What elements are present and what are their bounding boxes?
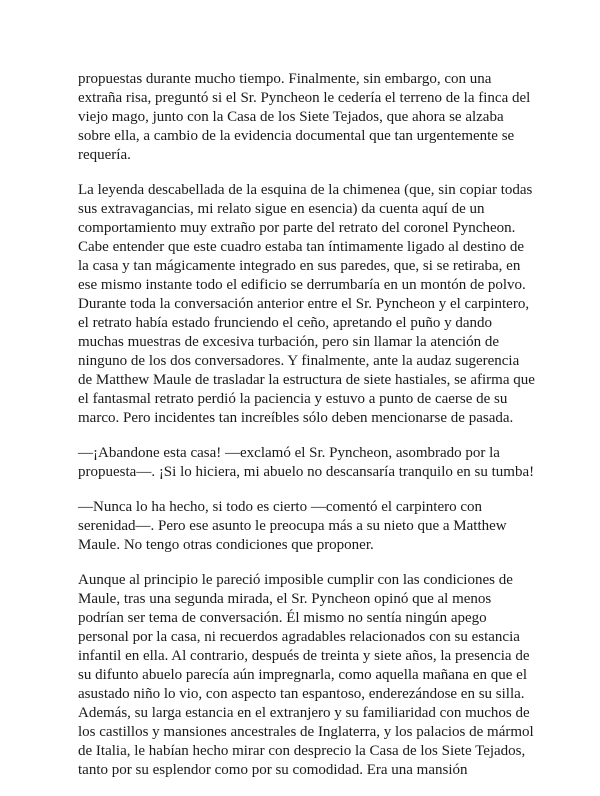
text-line: muchas muestras de excesiva turbación, pero sin llamar la atención de	[78, 334, 500, 350]
text-line: ese mismo instante todo el edificio se derrumbaría en un montón de polvo.	[78, 277, 526, 293]
text-line: propuesta—. ¡Si lo hiciera, mi abuelo no descansaría tranquilo en su tumba!	[78, 464, 535, 480]
paragraph-2	[78, 181, 548, 428]
paragraph-3	[78, 444, 548, 482]
text-line: infantil en ella. Al contrario, después de treinta y siete años, la presencia de	[78, 648, 530, 664]
text-line: asustado niño lo vio, con aspecto tan espantoso, enderezándose en su silla.	[78, 686, 525, 702]
text-line: Aunque al principio le pareció imposible cumplir con las condiciones de	[78, 572, 513, 588]
text-line: sobre ella, a cambio de la evidencia documental que tan urgentemente se	[78, 128, 515, 144]
text-line: tanto por su esplendor como por su comodidad. Era una mansión	[78, 762, 468, 778]
text-line: La leyenda descabellada de la esquina de la chimenea (que, sin copiar todas	[78, 182, 533, 198]
text-line: serenidad—. Pero ese asunto le preocupa más a su nieto que a Matthew	[78, 518, 507, 534]
text-line: sus extravagancias, mi relato sigue en esencia) da cuenta aquí de un	[78, 201, 485, 217]
text-line: de Italia, le habían hecho mirar con desprecio la Casa de los Siete Tejados,	[78, 743, 526, 759]
text-line: ninguno de los dos conversadores. Y finalmente, ante la audaz sugerencia	[78, 353, 520, 369]
text-line: el retrato había estado frunciendo el ceño, apretando el puño y dando	[78, 315, 493, 331]
text-line: podrían ser tema de conversación. Él mismo no sentía ningún apego	[78, 610, 487, 626]
text-line: la casa y tan mágicamente integrado en sus paredes, que, si se retiraba, en	[78, 258, 521, 274]
paragraph-5	[78, 571, 548, 780]
text-line: Maule, tras una segunda mirada, el Sr. Pyncheon opinó que al menos	[78, 591, 492, 607]
body-text	[78, 70, 548, 796]
text-line: Además, su larga estancia en el extranjero y su familiaridad con muchos de	[78, 705, 530, 721]
text-line: —¡Abandone esta casa! —exclamó el Sr. Pyncheon, asombrado por la	[78, 445, 500, 461]
text-line: marco. Pero incidentes tan increíbles sólo deben mencionarse de pasada.	[78, 410, 514, 426]
text-line: de Matthew Maule de trasladar la estructura de siete hastiales, se afirma que	[78, 372, 535, 388]
paragraph-4	[78, 498, 548, 555]
text-line: Durante toda la conversación anterior entre el Sr. Pyncheon y el carpintero,	[78, 296, 530, 312]
text-line: —Nunca lo ha hecho, si todo es cierto —comentó el carpintero con	[78, 499, 483, 515]
text-line: su difunto abuelo parecía aún impregnarla, como aquella mañana en que el	[78, 667, 527, 683]
text-line: Maule. No tengo otras condiciones que proponer.	[78, 537, 374, 553]
text-line: requería.	[78, 147, 131, 163]
text-line: personal por la casa, ni recuerdos agradables relacionados con su estancia	[78, 629, 520, 645]
paragraph-1	[78, 70, 548, 165]
text-line: viejo mago, junto con la Casa de los Siete Tejados, que ahora se alzaba	[78, 109, 504, 125]
text-line: el fantasmal retrato perdió la paciencia y estuvo a punto de caerse de su	[78, 391, 508, 407]
text-line: comportamiento muy extraño por parte del retrato del coronel Pyncheon.	[78, 220, 516, 236]
text-line: propuestas durante mucho tiempo. Finalmente, sin embargo, con una	[78, 71, 492, 87]
text-line: extraña risa, preguntó si el Sr. Pyncheon le cedería el terreno de la finca del	[78, 90, 531, 106]
text-line: los castillos y mansiones ancestrales de Inglaterra, y los palacios de mármol	[78, 724, 534, 740]
text-line: Cabe entender que este cuadro estaba tan íntimamente ligado al destino de	[78, 239, 525, 255]
